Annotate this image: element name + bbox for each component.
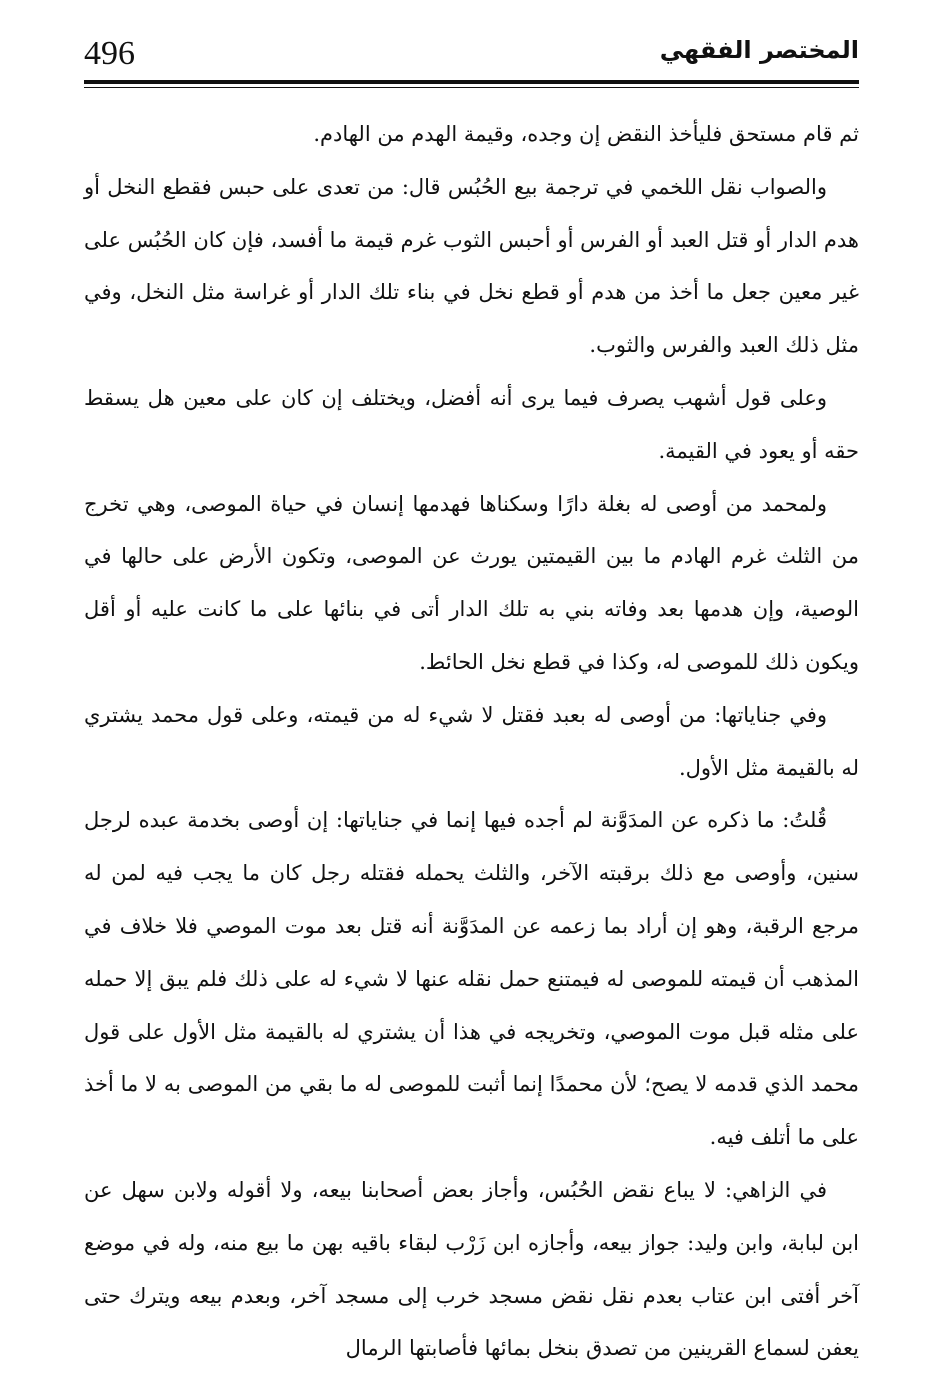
paragraph-2: والصواب نقل اللخمي في ترجمة بيع الحُبُس قال: من تعدى على حبس فقطع النخل أو هدم الدار أو قتل العبد أو الفرس أو أحبس الثوب غرم قيمة ما أفسد، فإن كان الحُبُس على غير معين جعل ما أخذ من هدم أو قطع نخل في بناء تلك الدار أو غراسة مثل النخل، وفي مثل ذلك العبد والفرس والثوب. xyxy=(84,174,859,358)
paragraph-3: وعلى قول أشهب يصرف فيما يرى أنه أفضل، ويختلف إن كان على معين هل يسقط حقه أو يعود في القيمة. xyxy=(84,385,859,463)
paragraph-6: قُلتُ: ما ذكره عن المدَوَّنة لم أجده فيها إنما في جناياتها: إن أوصى بخدمة عبده لرجل سنين، وأوصى مع ذلك برقبته الآخر، والثلث يحمله فقتله رجل كان ما يجب فيه لمن له مرجع الرقبة، وهو إن أراد بما زعمه عن المدَوَّنة أنه قتل بعد موت الموصي فلا خلاف في المذهب أن قيمته للموصى له فيمتنع حمل نقله عنها لا شيء له على ذلك فلم يبق إلا حمله على مثله قبل موت الموصي، وتخريجه في هذا أن يشتري له بالقيمة مثل الأول على قول محمد الذي قدمه لا يصح؛ لأن محمدًا إنما أثبت للموصى له ما بقي من الموصى به لا ما أخذ على ما أتلف فيه. xyxy=(84,808,859,1150)
body-text xyxy=(84,108,859,1375)
page-header xyxy=(84,34,859,80)
paragraph-5: وفي جناياتها: من أوصى له بعبد فقتل لا شيء له من قيمته، وعلى قول محمد يشتري له بالقيمة مثل الأول. xyxy=(84,702,859,780)
paragraph-7: في الزاهي: لا يباع نقض الحُبُس، وأجاز بعض أصحابنا بيعه، ولا أقوله ولابن سهل عن ابن لبابة، وابن وليد: جواز بيعه، وأجازه ابن زَرْب لبقاء باقيه بهن ما بيع منه، وله في موضع آخر أفتى ابن عتاب بعدم نقل نقض مسجد خرب إلى مسجد آخر، وبعدم بيعه ويترك حتى يعفن لسماع القرينين من تصدق بنخل بمائها فأصابتها الرمال xyxy=(84,1177,859,1361)
page-number: 496 xyxy=(84,35,135,72)
paragraph-4: ولمحمد من أوصى له بغلة دارًا وسكناها فهدمها إنسان في حياة الموصى، وهي تخرج من الثلث غرم الهادم ما بين القيمتين يورث عن الموصى، وتكون الأرض على حالها في الوصية، وإن هدمها بعد وفاته بني به تلك الدار أتى في بنائها على ما كانت عليه أو أقل ويكون ذلك للموصى له، وكذا في قطع نخل الحائط. xyxy=(84,491,859,674)
header-rule-thick xyxy=(84,80,859,84)
header-rule-thin xyxy=(84,87,859,88)
paragraph-1: ثم قام مستحق فليأخذ النقض إن وجده، وقيمة الهدم من الهادم. xyxy=(313,122,859,146)
running-title: المختصر الفقهي xyxy=(659,36,859,64)
